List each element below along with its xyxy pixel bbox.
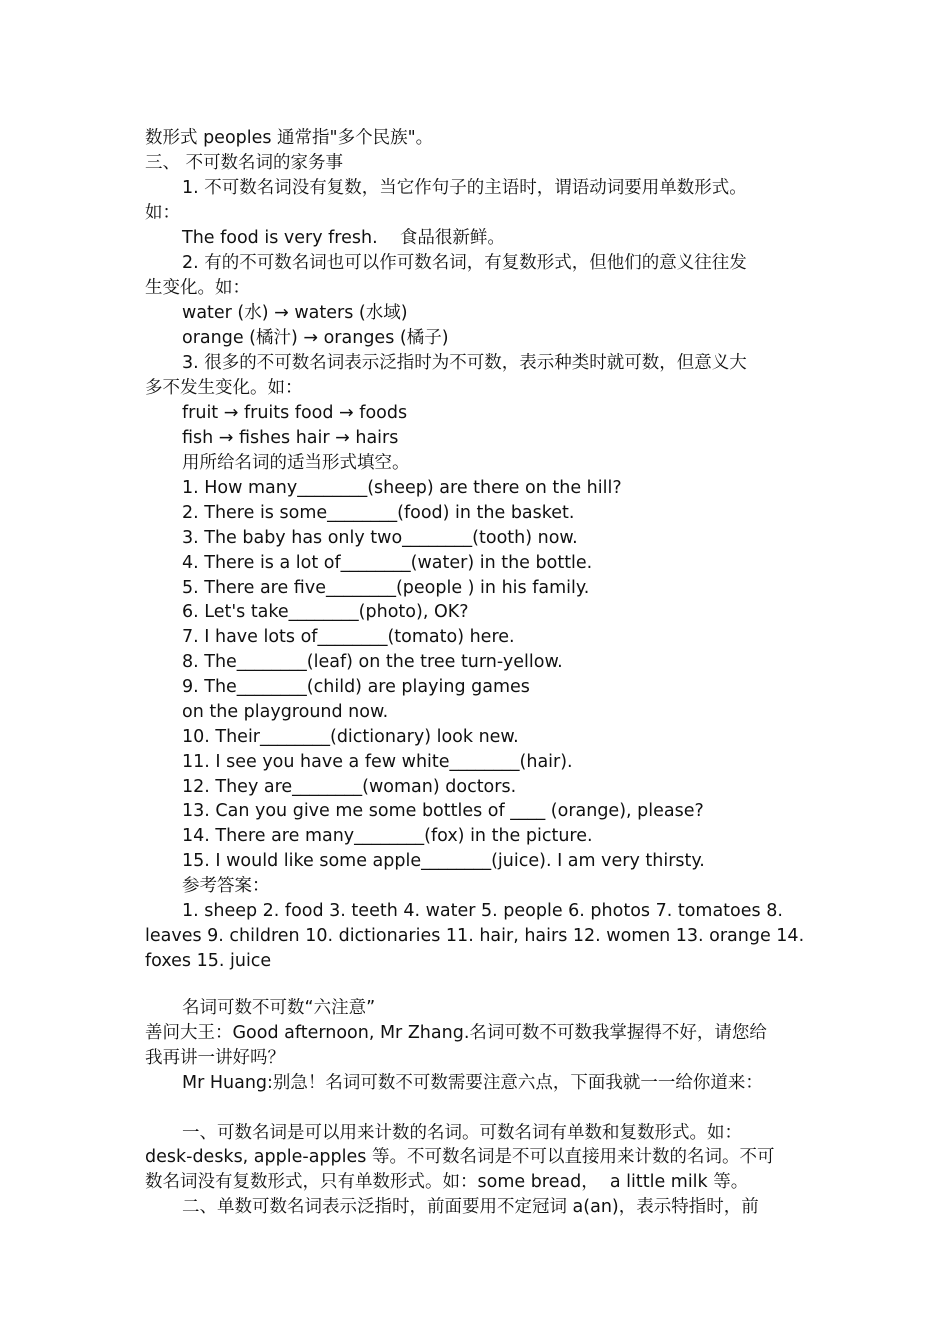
- section-heading: 三、 不可数名词的家务事: [145, 153, 344, 173]
- text-line: 3. 很多的不可数名词表示泛指时为不可数，表示种类时就可数，但意义大: [182, 353, 747, 373]
- text-line: 数名词没有复数形式，只有单数形式。如：some bread， a little milk 等。: [145, 1172, 749, 1192]
- exercise-item: 4. There is a lot of________(water) in the bottle.: [182, 553, 593, 573]
- example-line: fish → fishes hair → hairs: [182, 428, 399, 448]
- exercise-item: 13. Can you give me some bottles of ____ (orange), please?: [182, 801, 704, 821]
- exercise-item: 6. Let's take________(photo), OK?: [182, 602, 469, 622]
- dialogue-line: 我再讲一讲好吗？: [145, 1048, 285, 1068]
- exercise-item: 8. The________(leaf) on the tree turn-yellow.: [182, 652, 563, 672]
- exercise-item: 10. Their________(dictionary) look new.: [182, 727, 519, 747]
- exercise-item: 11. I see you have a few white________(hair).: [182, 752, 573, 772]
- text-line: 多不发生变化。如：: [145, 378, 303, 398]
- text-line: The food is very fresh. 食品很新鲜。: [182, 228, 505, 248]
- exercise-item: 7. I have lots of________(tomato) here.: [182, 627, 515, 647]
- example-line: fruit → fruits food → foods: [182, 403, 408, 423]
- text-line: 二、单数可数名词表示泛指时，前面要用不定冠词 a(an)，表示特指时，前: [182, 1197, 759, 1217]
- text-line: 如：: [145, 203, 180, 223]
- section-title: 名词可数不可数“六注意”: [182, 998, 376, 1018]
- text-line: 一、可数名词是可以用来计数的名词。可数名词有单数和复数形式。如：: [182, 1123, 742, 1143]
- text-line: 2. 有的不可数名词也可以作可数名词，有复数形式，但他们的意义往往发: [182, 253, 747, 273]
- example-line: water (水) → waters (水域): [182, 303, 408, 323]
- dialogue-line: Mr Huang:别急！名词可数不可数需要注意六点，下面我就一一给你道来：: [182, 1073, 763, 1093]
- dialogue-line: 善问大王：Good afternoon, Mr Zhang.名词可数不可数我掌握得不好，请您给: [145, 1023, 767, 1043]
- text-line: 数形式 peoples 通常指"多个民族"。: [145, 128, 434, 148]
- exercise-item: 2. There is some________(food) in the basket.: [182, 503, 575, 523]
- exercise-instruction: 用所给名词的适当形式填空。: [182, 453, 410, 473]
- answer-line: foxes 15. juice: [145, 951, 272, 971]
- text-line: 生变化。如：: [145, 278, 250, 298]
- exercise-item: 1. How many________(sheep) are there on the hill?: [182, 478, 622, 498]
- exercise-item: 5. There are five________(people ) in his family.: [182, 578, 590, 598]
- answer-heading: 参考答案：: [182, 876, 270, 896]
- exercise-item: 3. The baby has only two________(tooth) now.: [182, 528, 578, 548]
- text-line: 1. 不可数名词没有复数，当它作句子的主语时，谓语动词要用单数形式。: [182, 178, 747, 198]
- exercise-item: 15. I would like some apple________(juice). I am very thirsty.: [182, 851, 705, 871]
- answer-line: 1. sheep 2. food 3. teeth 4. water 5. people 6. photos 7. tomatoes 8.: [182, 901, 783, 921]
- exercise-item: 14. There are many________(fox) in the picture.: [182, 826, 593, 846]
- text-line: desk-desks, apple-apples 等。不可数名词是不可以直接用来计数的名词。不可: [145, 1147, 775, 1167]
- exercise-item: on the playground now.: [182, 702, 389, 722]
- exercise-item: 9. The________(child) are playing games: [182, 677, 530, 697]
- exercise-item: 12. They are________(woman) doctors.: [182, 777, 517, 797]
- answer-line: leaves 9. children 10. dictionaries 11. hair, hairs 12. women 13. orange 14.: [145, 926, 805, 946]
- example-line: orange (橘汁) → oranges (橘子): [182, 328, 449, 348]
